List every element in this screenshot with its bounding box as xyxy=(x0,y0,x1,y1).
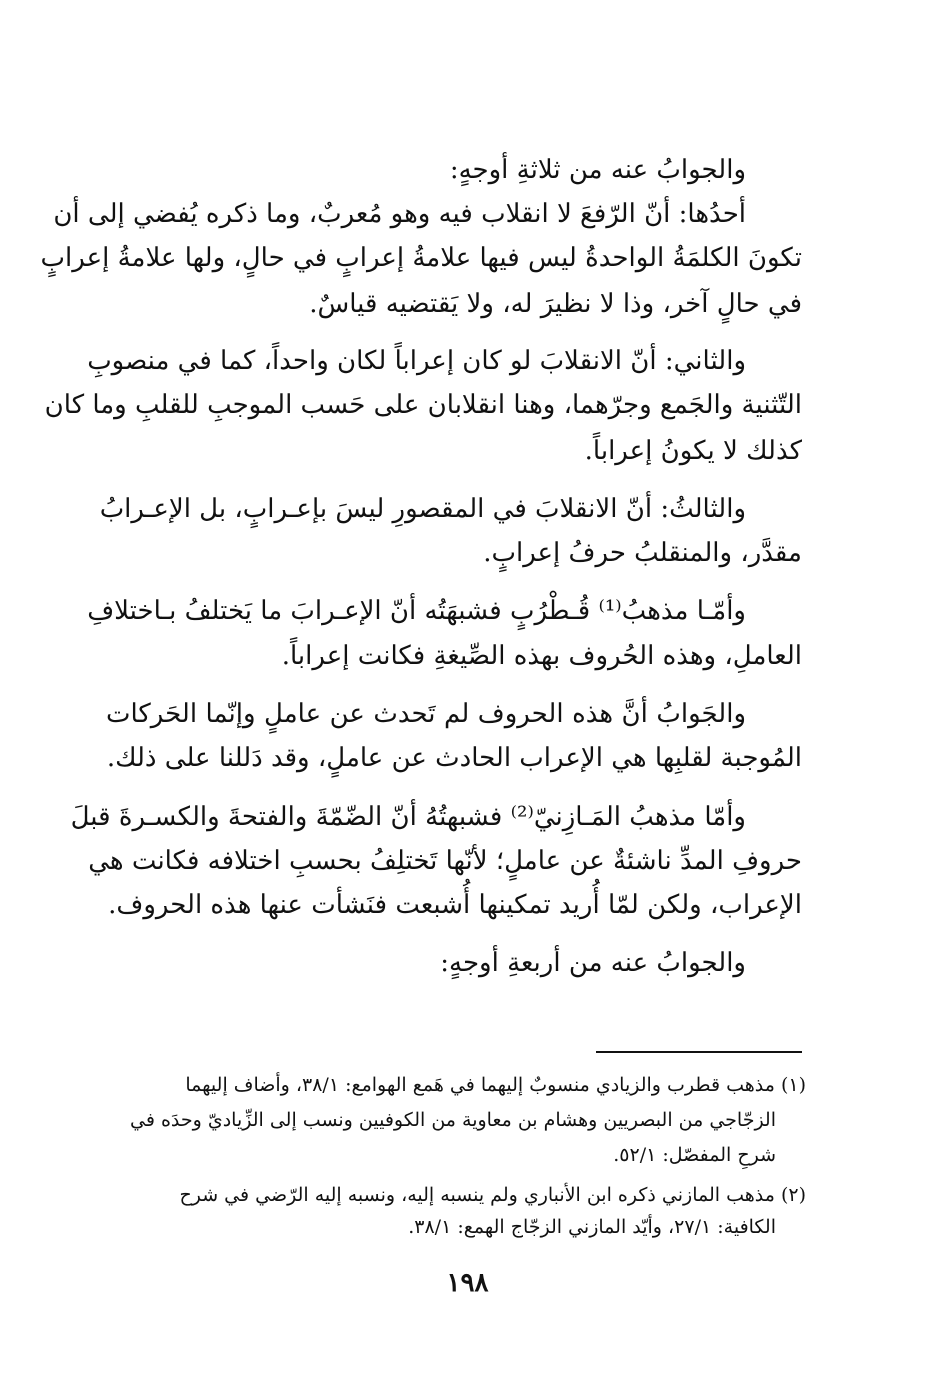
footnote-separator xyxy=(596,1051,802,1053)
text-line: المُوجبة لقلبِها هي الإعراب الحادث عن عاملٍ، وقد دَللنا على ذلك. xyxy=(106,743,802,773)
text-line: العاملِ، وهذه الحُروف بهذه الصِّيغةِ فكانت إعراباً. xyxy=(281,641,802,671)
footnote-line: (٢) مذهب المازني ذكره ابن الأنباري ولم ينسبه إليه، ونسبه إليه الرّضي في شرح xyxy=(179,1184,806,1206)
text-line: والجَوابُ أنَّ هذه الحروف لم تَحدث عن عاملٍ وإنّما الحَركات xyxy=(106,699,746,729)
text-line: أحدُها: أنّ الرّفعَ لا انقلاب فيه وهو مُعربٌ، وما ذكره يُفضي إلى أن xyxy=(53,199,746,229)
text-line: تكونَ الكلمَةُ الواحدةُ ليس فيها علامةُ إعرابٍ في حالٍ، ولها علامةُ إعرابٍ xyxy=(40,243,802,273)
text-line: والثالثُ: أنّ الانقلابَ في المقصورِ ليسَ بإعـرابٍ، بل الإعـرابُ xyxy=(99,494,746,524)
page-number: ١٩٨ xyxy=(446,1268,489,1298)
text-line: والجوابُ عنه من أربعةِ أوجهٍ: xyxy=(440,948,746,978)
footnote-line: الزجّاجي من البصريين وهشام بن معاوية من الكوفيين ونسب إلى الزِّياديّ وحدَه في xyxy=(130,1109,776,1131)
text-line: مقدَّر، والمنقلبُ حرفُ إعرابٍ. xyxy=(483,538,802,568)
text-line: وأمّا مذهبُ المَـازِنيّ⁽²⁾ فشبهتُهُ أنّ الضّمّةَ والفتحةَ والكسـرةَ قبلَ xyxy=(70,802,746,832)
text-line: الإعراب، ولكن لمّا أُريد تمكينها أُشبعت فنَشأت عنها هذه الحروف. xyxy=(108,890,802,920)
footnote-line: شرحِ المفصّل: ٥٢/١. xyxy=(613,1144,776,1166)
text-line: والثاني: أنّ الانقلابَ لو كان إعراباً لكان واحداً، كما في منصوبِ xyxy=(87,346,746,376)
text-line: التّثنية والجَمع وجرّهما، وهنا انقلابان على حَسب الموجبِ للقلبِ وما كان xyxy=(44,390,802,420)
footnote-line: (١) مذهب قطرب والزيادي منسوبٌ إليهما في هَمع الهوامع: ٣٨/١، وأضاف إليهما xyxy=(185,1074,806,1096)
text-line: في حالٍ آخر، وذا لا نظيرَ له، ولا يَقتضيه قياسٌ. xyxy=(309,289,802,319)
footnote-line: الكافية: ٢٧/١، وأيّد المازني الزجّاج الهمع: ٣٨/١. xyxy=(408,1216,776,1238)
text-line: حروفِ المدِّ ناشئةٌ عن عاملٍ؛ لأنّها تَختلِفُ بحسبِ اختلافه فكانت هي xyxy=(88,846,802,876)
text-line: والجوابُ عنه من ثلاثةِ أوجهٍ: xyxy=(449,155,746,185)
text-line: كذلك لا يكونُ إعراباً. xyxy=(584,436,802,466)
text-line: وأمّـا مذهبُ⁽¹⁾ قُـطْرُبٍ فشبهَتُه أنّ الإعـرابَ ما يَختلفُ بـاختلافِ xyxy=(87,596,746,626)
